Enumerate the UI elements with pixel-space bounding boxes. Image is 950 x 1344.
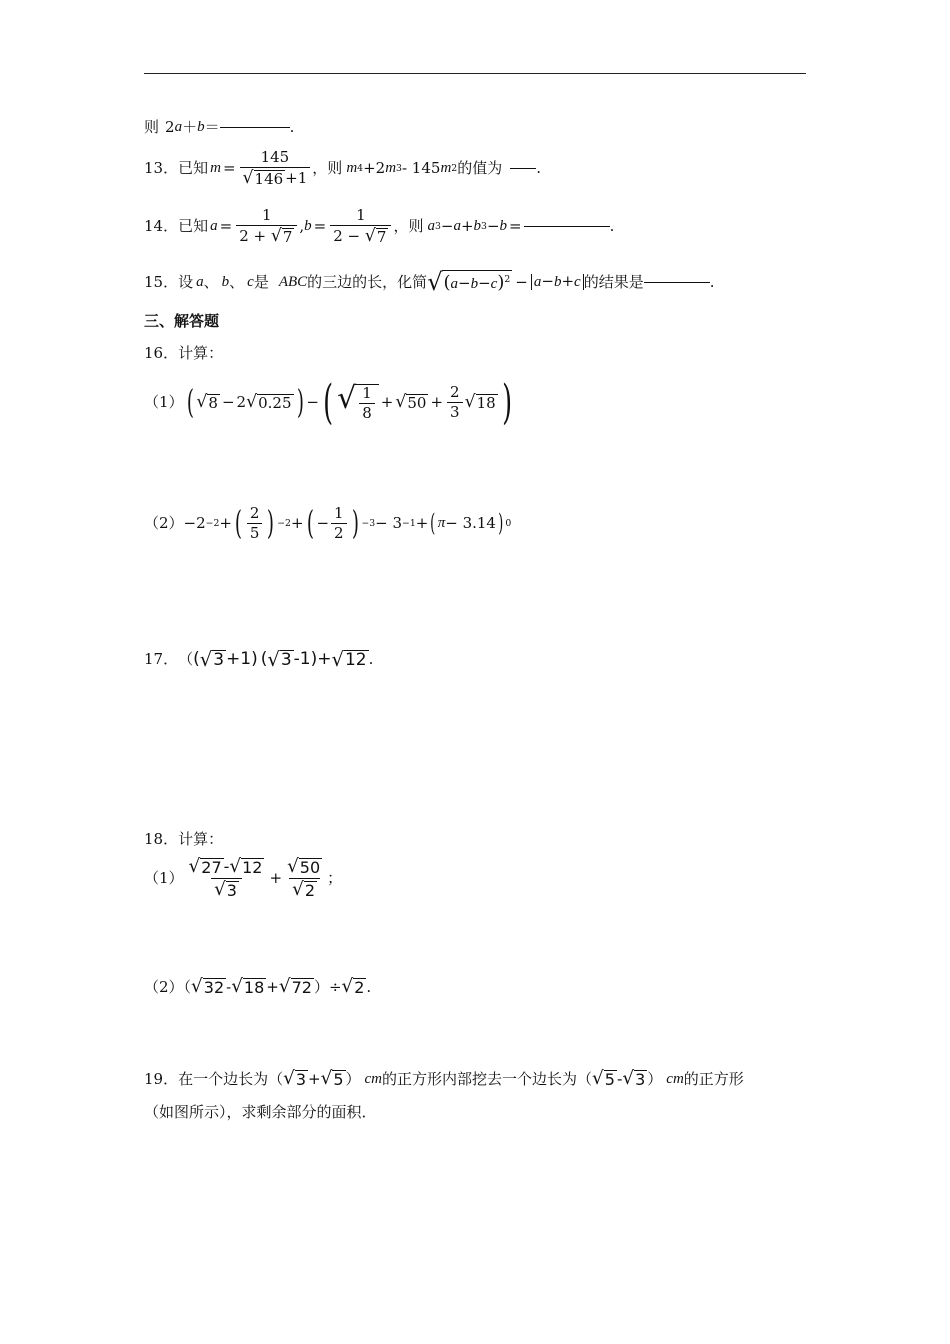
fraction-b: 1 2 − √ 7: [330, 208, 391, 245]
var: a: [210, 218, 218, 235]
fraction-a: 1 2 + √ 7: [236, 208, 297, 245]
part-label: （1）: [144, 869, 184, 888]
question-13: 13． 已知 m = 145 √ 146 +1 ，则 m 4 +2 m 3 - 145 m 2 的值为 .: [144, 148, 541, 188]
denominator: √ 146 +1: [240, 167, 311, 187]
var: m: [210, 160, 221, 177]
text: 2: [165, 118, 175, 136]
question-12-tail: [144, 120, 294, 135]
var: m: [346, 160, 358, 177]
text: .: [289, 118, 295, 136]
triangle-label: ABC: [278, 273, 308, 290]
fraction: [240, 150, 311, 187]
question-16-part-1: （1） ( √ 8 − 2 √ 0.25 ) − ( √ $\frac{1}{8}$ + √ 50 + $\frac{2}{3}$ √ 18 ): [144, 375, 512, 429]
question-16-part-2: （2） −2 −2 + ( $\frac{2}{5}$ ) −2 + ( − $\frac{1}{2}$ ) −3 − 3 −1 + ( π − 3.14 ) 0: [144, 503, 512, 543]
text: =: [222, 159, 236, 178]
var: b: [197, 119, 205, 135]
part-label: （2）（: [144, 977, 192, 996]
text: ，则: [393, 217, 424, 236]
text: 已知: [178, 159, 209, 178]
answer-blank[interactable]: [220, 127, 290, 128]
sqrt-expression: √ $(a-b-c)^2$: [427, 268, 511, 296]
text: 则: [144, 118, 160, 136]
text: 设: [178, 272, 194, 291]
text: 计算：: [178, 830, 224, 848]
header-rule: [144, 73, 806, 74]
part-label: （1）: [144, 393, 184, 412]
question-number: 18．: [144, 830, 179, 848]
text: ＝: [204, 118, 220, 136]
question-number: 15．: [144, 272, 179, 291]
question-18-part-2: （2）（ √ 32 - √ 18 + √ 72 ）÷ √ 2 .: [144, 976, 372, 997]
question-number: 16．: [144, 344, 179, 362]
text: ＋: [182, 118, 198, 136]
question-number: 17．: [144, 650, 179, 669]
text: .: [609, 217, 615, 236]
text: .: [709, 272, 715, 291]
var: a: [174, 119, 183, 135]
answer-blank[interactable]: [524, 226, 610, 227]
text: 已知: [178, 217, 209, 236]
text: ，则: [312, 159, 343, 178]
var: b: [304, 218, 312, 235]
question-19-line-2: （如图所示），求剩余部分的面积．: [144, 1103, 377, 1121]
text: 计算：: [178, 344, 224, 362]
text: 的结果是: [583, 272, 644, 291]
part-label: （2）: [144, 514, 184, 532]
numerator: 145: [260, 148, 290, 166]
question-17: 17． （ ( √ 3 +1) ( √ 3 -1) + √ 12 .: [144, 648, 374, 671]
question-number: 14．: [144, 217, 179, 236]
text: .: [536, 159, 541, 178]
section-heading: 三、解答题: [144, 312, 220, 330]
answer-blank[interactable]: [510, 168, 536, 169]
question-14: 14． 已知 a = 1 2 + √ 7 , b = 1 2 − √ 7 ，则 a 3 − a + b 3 − b = .: [144, 206, 615, 246]
question-number: 13．: [144, 159, 179, 178]
question-15: 15． 设 a 、 b 、 c 是 ABC 的三边的长，化简 √ $(a-b-c)^2$ − a−b+c 的结果是 .: [144, 268, 715, 296]
question-18-part-1: （1） √ 27 - √ 12 √ 3 + √ 50 √ 2 ；: [144, 856, 343, 901]
question-19: 19． 在一个边长为（ √ 3 + √ 5 ） cm 的正方形内部挖去一个边长为（ √ 5 - √ 3 ） cm 的正方形: [144, 1068, 744, 1089]
text: =: [219, 217, 233, 236]
question-18: [144, 832, 223, 847]
question-number: 19．: [144, 1069, 179, 1088]
answer-blank[interactable]: [644, 282, 710, 283]
text: 的三边的长，化简: [307, 272, 428, 291]
text: 的值为: [457, 159, 503, 178]
question-16: [144, 346, 223, 361]
abs-expression: a−b+c: [531, 274, 584, 290]
